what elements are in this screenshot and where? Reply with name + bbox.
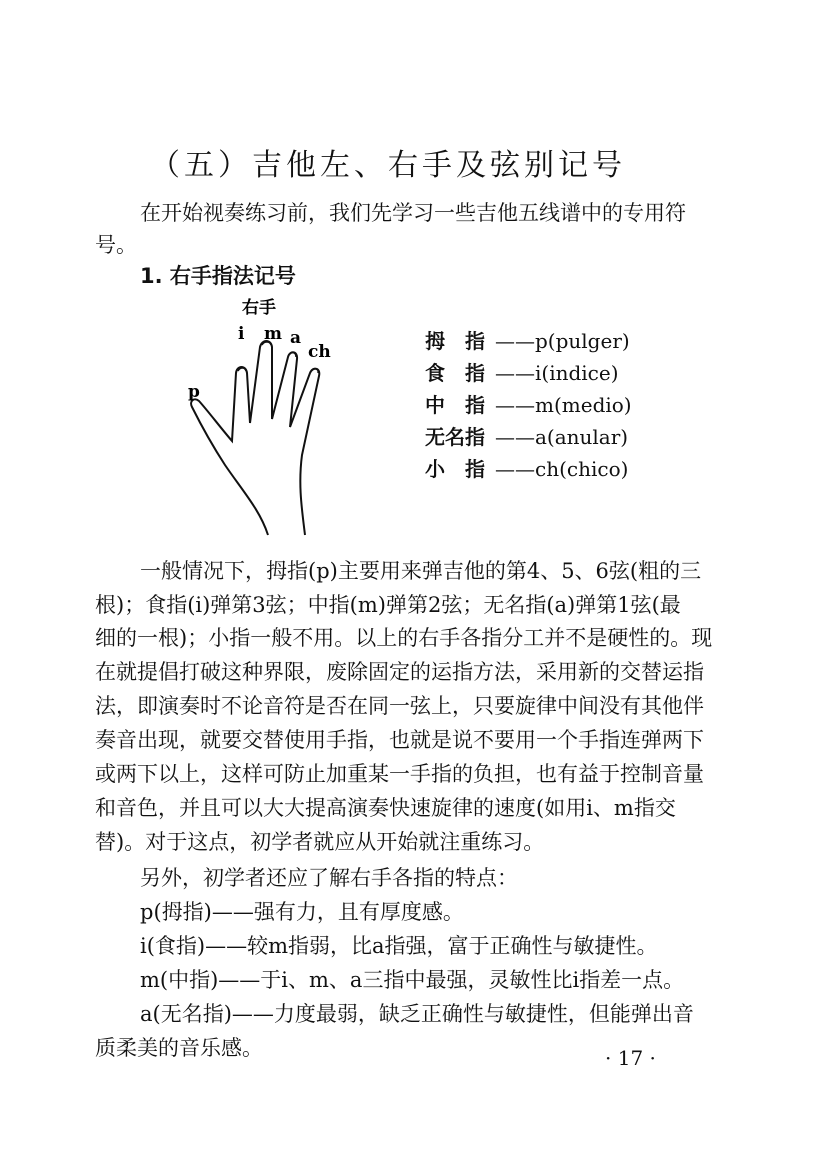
characteristics-intro: 另外，初学者还应了解右手各指的特点： xyxy=(140,866,518,890)
finger-row xyxy=(425,453,632,485)
finger-name: 无名指 xyxy=(425,425,485,449)
finger-row xyxy=(425,325,632,357)
characteristic-item: i(食指)——较m指弱，比a指强，富于正确性与敏捷性。 xyxy=(140,934,658,958)
finger-notation-list xyxy=(425,325,632,485)
finger-name: 食 指 xyxy=(425,361,485,385)
letter-p: p xyxy=(188,382,200,402)
body-line: 或两下以上，这样可防止加重某一手指的负担，也有益于控制音量 xyxy=(95,762,704,786)
body-line: 在就提倡打破这种界限，废除固定的运指方法，采用新的交替运指 xyxy=(95,660,704,684)
finger-row xyxy=(425,421,632,453)
body-line: 根)；食指(i)弹第3弦；中指(m)弹第2弦；无名指(a)弹第1弦(最 xyxy=(95,593,681,617)
letter-m: m xyxy=(264,324,282,344)
characteristic-item: m(中指)——于i、m、a三指中最强，灵敏性比i指差一点。 xyxy=(140,968,685,992)
characteristic-item: 质柔美的音乐感。 xyxy=(95,1036,263,1060)
finger-name: 中 指 xyxy=(425,393,485,417)
letter-i: i xyxy=(238,324,245,344)
finger-notation: ——m(medio) xyxy=(495,393,632,417)
characteristic-item: p(拇指)——强有力，且有厚度感。 xyxy=(140,900,464,924)
finger-row xyxy=(425,357,632,389)
body-line: 奏音出现，就要交替使用手指，也就是说不要用一个手指连弹两下 xyxy=(95,728,704,752)
body-line: 替)。对于这点，初学者就应从开始就注重练习。 xyxy=(95,830,545,854)
finger-notation: ——ch(chico) xyxy=(495,457,629,481)
finger-notation: ——a(anular) xyxy=(495,425,629,449)
body-line: 法，即演奏时不论音符是否在同一弦上，只要旋律中间没有其他伴 xyxy=(95,694,704,718)
intro-line-2: 号。 xyxy=(95,233,137,257)
body-line: 和音色，并且可以大大提高演奏快速旋律的速度(如用i、m指交 xyxy=(95,796,676,820)
page-title: （五）吉他左、右手及弦别记号 xyxy=(150,148,626,183)
intro-line-1: 在开始视奏练习前，我们先学习一些吉他五线谱中的专用符 xyxy=(140,201,686,225)
body-line: 一般情况下，拇指(p)主要用来弹吉他的第4、5、6弦(粗的三 xyxy=(140,559,702,583)
hand-illustration-icon xyxy=(180,295,350,545)
section-heading: 1. 右手指法记号 xyxy=(140,264,296,288)
letter-ch: ch xyxy=(308,342,331,362)
body-line: 细的一根)；小指一般不用。以上的右手各指分工并不是硬性的。现 xyxy=(95,626,713,650)
finger-notation: ——i(indice) xyxy=(495,361,619,385)
page-number: · 17 · xyxy=(605,1046,656,1070)
right-hand-figure xyxy=(180,295,350,545)
finger-name: 拇 指 xyxy=(425,329,485,353)
figure-label: 右手 xyxy=(242,298,276,318)
finger-row xyxy=(425,389,632,421)
finger-name: 小 指 xyxy=(425,457,485,481)
finger-notation: ——p(pulger) xyxy=(495,329,630,353)
letter-a: a xyxy=(290,328,302,348)
characteristic-item: a(无名指)——力度最弱，缺乏正确性与敏捷性，但能弹出音 xyxy=(140,1002,694,1026)
